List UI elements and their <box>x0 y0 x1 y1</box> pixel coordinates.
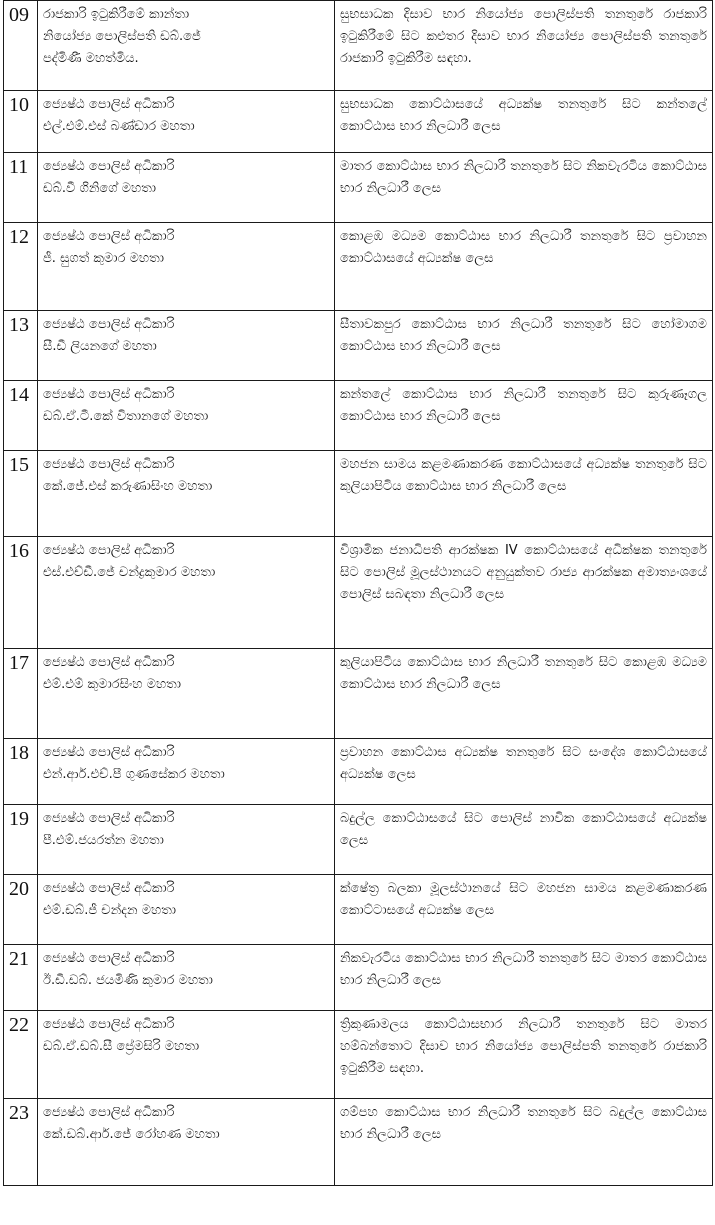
transfer-description: ගම්පහ කොට්ඨාස භාර නිලධාරී තනතුරේ සිට බදුල්ල කොට්ඨාස භාර නිලධාරී ලෙස <box>340 1105 707 1142</box>
row-number: 11 <box>4 153 38 223</box>
officer-name-line: පද්මිණී මහත්මිය. <box>43 51 139 66</box>
officer-name-line: පී.එම්.ජයරත්න මහතා <box>43 833 164 848</box>
officer-name-line: ජ්‍යෙෂ්ඨ පොලිස් අධිකාරි <box>43 97 175 112</box>
officer-name-line: ජ්‍යෙෂ්ඨ පොලිස් අධිකාරි <box>43 745 175 760</box>
officer-name-cell <box>38 91 335 153</box>
transfer-description: සුභසාධක කොට්ඨාසයේ අධ්‍යක්ෂ තනතුරේ සිට කන්තලේ කොට්ඨාස භාර නිලධාරී ලෙස <box>340 97 707 134</box>
transfer-description-cell <box>335 381 713 451</box>
officer-name-cell <box>38 451 335 537</box>
officer-name-line: සී.ඩී ලියනගේ මහතා <box>43 339 157 354</box>
row-number: 18 <box>4 739 38 805</box>
transfer-description: විශ්‍රාමික ජනාධිපති ආරක්ෂක IV කොට්ඨාසයේ අධික්ෂක තනතුරේ සිට පොලිස් මූලස්ථානයට අනුයුක්තව රාජ්‍ය ආරක්ෂක අමාත්‍යංශයේ පොලිස් සබඳතා නිලධාරී ලෙස <box>340 543 707 602</box>
transfer-description-cell <box>335 223 713 311</box>
row-number: 10 <box>4 91 38 153</box>
officer-name-cell <box>38 1011 335 1099</box>
officer-name-line: ජ්‍යෙෂ්ඨ පොලිස් අධිකාරි <box>43 811 175 826</box>
officer-name-line: කේ.ඩබ්.ආර්.ජේ රෝහණ මහතා <box>43 1127 220 1142</box>
officer-name-cell <box>38 537 335 649</box>
officer-name-line: එස්.එච්ඩී.ජේ චන්ද්‍රකුමාර මහතා <box>43 565 216 580</box>
row-number: 14 <box>4 381 38 451</box>
transfer-description: මහජන සාමය කළමණාකරණ කොට්ඨාසයේ අධ්‍යක්ෂ තනතුරේ සිට කුලියාපිටිය කොට්ඨාස භාර නිලධාරී ලෙස <box>340 457 707 494</box>
officer-name-line: ජ්‍යෙෂ්ඨ පොලිස් අධිකාරි <box>43 159 175 174</box>
officer-name-line: ජ්‍යෙෂ්ඨ පොලිස් අධිකාරි <box>43 951 175 966</box>
row-number: 19 <box>4 805 38 875</box>
table-row <box>4 537 713 649</box>
table-row <box>4 1 713 91</box>
table-row <box>4 739 713 805</box>
row-number: 15 <box>4 451 38 537</box>
officer-name-line: කේ.ජේ.එස් කරුණාසිංහ මහතා <box>43 479 213 494</box>
officer-name-line: ජ්‍යෙෂ්ඨ පොලිස් අධිකාරි <box>43 229 175 244</box>
row-number: 21 <box>4 945 38 1011</box>
officer-name-line: ජ්‍යෙෂ්ඨ පොලිස් අධිකාරි <box>43 655 175 670</box>
transfer-description-cell <box>335 1 713 91</box>
transfer-description-cell <box>335 1099 713 1186</box>
row-number: 16 <box>4 537 38 649</box>
officer-name-line: ඩබ්.ඒ.ඩබ්.සී ප්‍රේමසිරි මහතා <box>43 1039 200 1054</box>
transfer-description: බදුල්ල කොට්ඨාසයේ සිට පොලිස් නාවික කොට්ඨාසයේ අධ්‍යක්ෂ ලෙස <box>340 811 707 848</box>
officer-name-line: ජ්‍යෙෂ්ඨ පොලිස් අධිකාරි <box>43 387 175 402</box>
officer-name-cell <box>38 311 335 381</box>
officer-name-line: එන්.ආර්.එච්.පී ගුණසේකර මහතා <box>43 767 225 782</box>
officer-name-cell <box>38 649 335 739</box>
transfer-description: සීතාවකපුර කොට්ඨාස භාර නිලධාරී තනතුරේ සිට හෝමාගම කොට්ඨාස භාර නිලධාරී ලෙස <box>340 317 707 354</box>
officer-name-line: එල්.එම්.එස් බණ්ඩාර මහතා <box>43 119 195 134</box>
row-number: 12 <box>4 223 38 311</box>
transfer-description-cell <box>335 805 713 875</box>
table-row <box>4 875 713 945</box>
row-number: 17 <box>4 649 38 739</box>
transfer-description-cell <box>335 153 713 223</box>
officer-name-cell <box>38 875 335 945</box>
transfer-description-cell <box>335 945 713 1011</box>
row-number: 22 <box>4 1011 38 1099</box>
table-row <box>4 1099 713 1186</box>
officer-name-cell <box>38 153 335 223</box>
transfer-description-cell <box>335 311 713 381</box>
table-row <box>4 223 713 311</box>
transfer-description-cell <box>335 875 713 945</box>
officer-name-line: එම්.ඩබ්.ජී චන්දන මහතා <box>43 903 177 918</box>
transfer-table-body <box>4 1 713 1186</box>
officer-name-cell <box>38 1099 335 1186</box>
transfer-description: සුභසාධක දිසාව භාර නියෝජ්‍ය පොලිස්පති තනතුරේ රාජකාරි ඉටුකිරීමේ සිට කළුතර දිසාව භාර නියෝජ්‍ය පොලිස්පති තනතුරේ රාජකාරි ඉටුකිරීම සඳහා. <box>340 7 707 66</box>
officer-name-line: ජ්‍යෙෂ්ඨ පොලිස් අධිකාරි <box>43 1017 175 1032</box>
transfer-description: කොළඹ මධ්‍යම කොට්ඨාස භාර නිලධාරී තනතුරේ සිට ප්‍රවාහන කොට්ඨාසයේ අධ්‍යක්ෂ ලෙස <box>340 229 707 266</box>
transfer-description-cell <box>335 739 713 805</box>
table-row <box>4 451 713 537</box>
officer-name-cell <box>38 739 335 805</box>
table-row <box>4 153 713 223</box>
transfer-description: කන්තලේ කොට්ඨාස භාර නිලධාරී තනතුරේ සිට කුරුණෑගල කොට්ඨාස භාර නිලධාරී ලෙස <box>340 387 707 424</box>
row-number: 20 <box>4 875 38 945</box>
table-row <box>4 945 713 1011</box>
transfer-description: නිකවැරටිය කොට්ඨාස භාර නිලධාරී තනතුරේ සිට මාතර කොට්ඨාස භාර නිලධාරී ලෙස <box>340 951 707 988</box>
table-row <box>4 805 713 875</box>
transfer-description: ත්‍රිකුණාමලය කොට්ඨාසභාර නිලධාරී තනතුරේ සිට මාතර හම්බන්තොට දිසාව භාර නියෝජ්‍ය පොලිස්පති තනතුරේ රාජකාරි ඉටුකිරීම සඳහා. <box>340 1017 707 1076</box>
officer-name-line: රාජකාරි ඉටුකිරීමේ කාන්තා <box>43 7 190 22</box>
transfer-description-cell <box>335 649 713 739</box>
officer-name-line: නියෝජ්‍ය පොලිස්පති ඩබ්.ජේ <box>43 29 201 44</box>
officer-name-cell <box>38 1 335 91</box>
officer-name-line: ජ්‍යෙෂ්ඨ පොලිස් අධිකාරි <box>43 457 175 472</box>
officer-name-line: ජ්‍යෙෂ්ඨ පොලිස් අධිකාරි <box>43 543 175 558</box>
transfer-description: කුලියාපිටිය කොට්ඨාස භාර නිලධාරී තනතුරේ සිට කොළඹ මධ්‍යම කොට්ඨාස භාර නිලධාරී ලෙස <box>340 655 707 692</box>
row-number: 23 <box>4 1099 38 1186</box>
row-number: 13 <box>4 311 38 381</box>
table-row <box>4 91 713 153</box>
transfer-table <box>3 0 713 1186</box>
officer-name-cell <box>38 223 335 311</box>
officer-name-line: ජ්‍යෙෂ්ඨ පොලිස් අධිකාරි <box>43 317 175 332</box>
officer-name-line: ඊ.ඩී.ඩබ්. ජයමිණි කුමාර මහතා <box>43 973 213 988</box>
table-row <box>4 381 713 451</box>
officer-name-cell <box>38 945 335 1011</box>
transfer-description-cell <box>335 537 713 649</box>
table-row <box>4 311 713 381</box>
table-row <box>4 1011 713 1099</box>
transfer-description-cell <box>335 451 713 537</box>
transfer-description: මාතර කොට්ඨාස භාර නිලධාරී තනතුරේ සිට නිකවැරටිය කොට්ඨාස භාර නිලධාරී ලෙස <box>340 159 707 196</box>
officer-name-line: ජ්‍යෙෂ්ඨ පොලිස් අධිකාරි <box>43 881 175 896</box>
transfer-description-cell <box>335 91 713 153</box>
officer-name-cell <box>38 805 335 875</box>
officer-name-line: ඩබ්.වී ගිනිගේ මහතා <box>43 181 157 196</box>
officer-name-line: එම්.එම් කුමාරසිංහ මහතා <box>43 677 182 692</box>
transfer-description-cell <box>335 1011 713 1099</box>
officer-name-line: ජී. සුගත් කුමාර මහතා <box>43 251 164 266</box>
transfer-description: ක්ෂේත්‍ර බලකා මූලස්ථානයේ සිට මහජන සාමය කළමණාකරණ කොට්ටාසයේ අධ්‍යක්ෂ ලෙස <box>340 881 707 918</box>
table-row <box>4 649 713 739</box>
officer-name-cell <box>38 381 335 451</box>
officer-name-line: ඩබ්.ඒ.ටී.කේ විතානගේ මහතා <box>43 409 209 424</box>
transfer-description: ප්‍රවාහන කොට්ඨාස අධ්‍යක්ෂ තනතුරේ සිට සංදේශ කොට්ඨාසයේ අධ්‍යක්ෂ ලෙස <box>340 745 707 782</box>
row-number: 09 <box>4 1 38 91</box>
officer-name-line: ජ්‍යෙෂ්ඨ පොලිස් අධිකාරි <box>43 1105 175 1120</box>
